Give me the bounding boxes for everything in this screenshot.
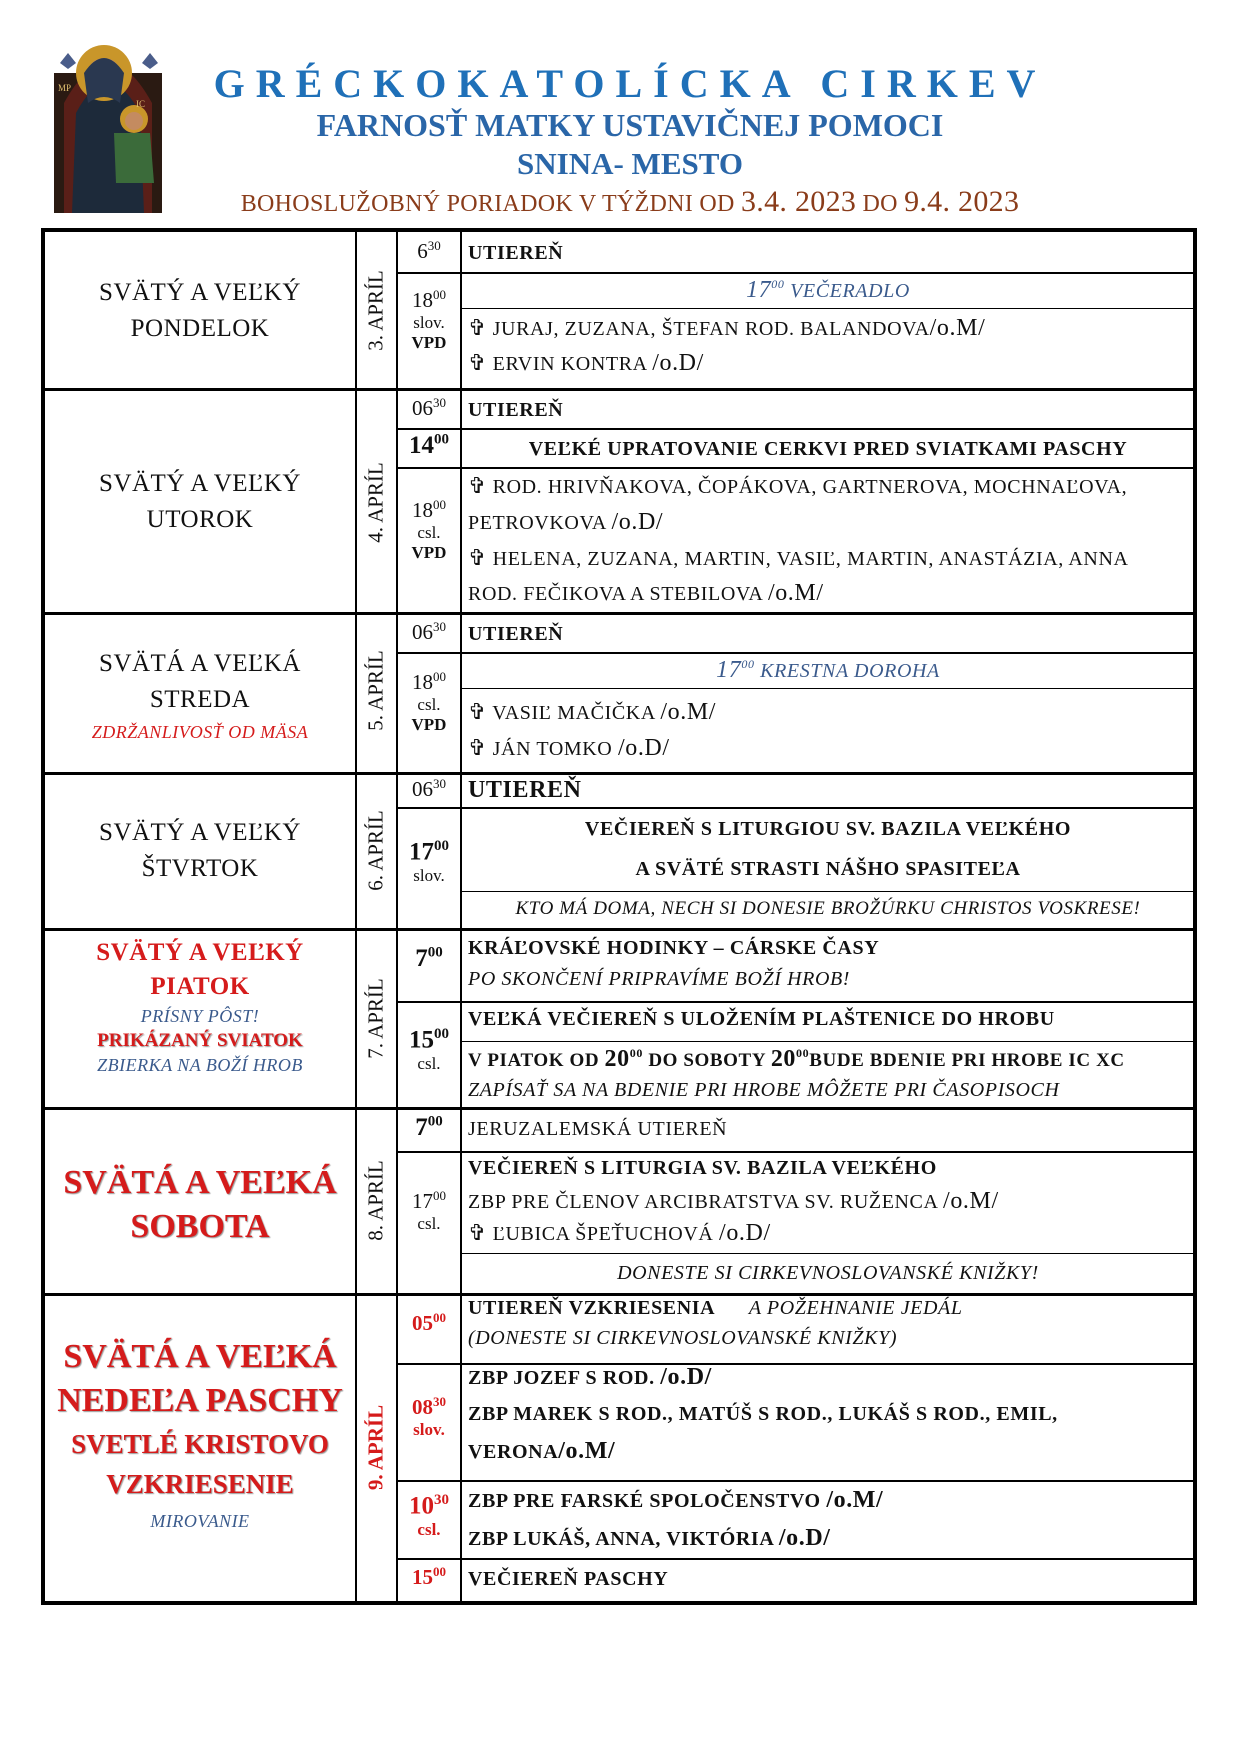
time-cell: $15^{00}$ csl. (409, 1026, 449, 1074)
day-date: 3. APRÍL (363, 270, 388, 351)
service-text: UTIEREŇ (468, 399, 564, 421)
time-cell: $06^{30}$ (412, 619, 446, 644)
service-text: UTIEREŇ VZKRIESENIA A POŽEHNANIE JEDÁL (468, 1297, 963, 1319)
intention: ✞ ERVIN KONTRA /o.D/ (468, 350, 704, 376)
intention: ✞ HELENA, ZUZANA, MARTIN, VASIĽ, MARTIN, ANASTÁZIA, ANNA (468, 545, 1129, 570)
service-note: PO SKONČENÍ PRIPRAVÍME BOŽÍ HROB! (468, 968, 851, 990)
divider (396, 1001, 1195, 1003)
divider (460, 230, 462, 1603)
time-cell: $06^{30}$ (412, 776, 446, 801)
intention: ✞ ĽUBICA ŠPEŤUCHOVÁ /o.D/ (468, 1220, 771, 1246)
intention: PETROVKOVA /o.D/ (468, 509, 664, 535)
service-note: KTO MÁ DOMA, NECH SI DONESIE BROŽÚRKU CHRISTOS VOSKRESE! (515, 898, 1141, 919)
divider (43, 928, 1195, 931)
day-date: 8. APRÍL (363, 1160, 388, 1241)
cross-icon: ✞ (468, 545, 488, 570)
service-text: VEČIEREŇ S LITURGIA SV. BAZILA VEĽKÉHO (468, 1157, 937, 1179)
parish-title: FARNOSŤ MATKY USTAVIČNEJ POMOCI (316, 107, 944, 143)
intention: ZBP PRE ČLENOV ARCIBRATSTVA SV. RUŽENCA /o.M/ (468, 1188, 999, 1214)
event-text: $17^{00}$ VEČERADLO (746, 277, 910, 303)
divider (355, 230, 357, 1603)
day-name: SVÄTÁ A VEĽKÁ SOBOTA (63, 1164, 337, 1246)
divider (43, 612, 1195, 615)
intention: ✞ JÁN TOMKO /o.D/ (468, 735, 670, 761)
day-name: SVÄTÝ A VEĽKÝ ŠTVRTOK (99, 819, 301, 883)
day-name: SVÄTÁ A VEĽKÁ NEDEĽA PASCHY SVETLÉ KRISTOVO VZKRIESENIE MIROVANIE (57, 1338, 343, 1531)
divider (460, 1253, 1195, 1254)
day-name: SVÄTÝ A VEĽKÝ PONDELOK (99, 279, 301, 343)
divider (396, 428, 1195, 430)
service-text: VEĽKÁ VEČIEREŇ S ULOŽENÍM PLAŠTENICE DO HROBU (468, 1008, 1055, 1030)
day-date: 9. APRÍL (363, 1404, 388, 1491)
service-text: UTIEREŇ (468, 623, 564, 645)
cross-icon: ✞ (468, 350, 488, 375)
time-cell: $05^{00}$ (412, 1310, 446, 1335)
intention: ✞ VASIĽ MAČIČKA /o.M/ (468, 699, 717, 725)
divider (396, 807, 1195, 809)
time-cell: $14^{00}$ (409, 432, 449, 460)
divider (396, 1558, 1195, 1560)
service-text: JERUZALEMSKÁ UTIEREŇ (468, 1118, 728, 1140)
service-note: DONESTE SI CIRKEVNOSLOVANSKÉ KNIŽKY! (617, 1262, 1039, 1284)
divider (460, 1041, 1195, 1042)
day-name: SVÄTÁ A VEĽKÁ STREDA ZDRŽANLIVOSŤ OD MÄSA (91, 650, 309, 742)
divider (43, 772, 1195, 775)
time-cell: $7^{00}$ (415, 945, 443, 973)
time-cell: $06^{30}$ (412, 395, 446, 420)
divider (460, 308, 1195, 309)
time-cell: $18^{00}$ csl. VPD (411, 669, 447, 734)
service-note: ZAPÍSAŤ SA NA BDENIE PRI HROBE MÔŽETE PRI ČASOPISOCH (468, 1079, 1060, 1101)
service-text: KRÁĽOVSKÉ HODINKY – CÁRSKE ČASY (468, 937, 880, 959)
day-date: 7. APRÍL (363, 978, 388, 1059)
cross-icon: ✞ (468, 1220, 488, 1245)
time-cell: $10^{30}$ csl. (409, 1492, 449, 1540)
divider (396, 652, 1195, 654)
cross-icon: ✞ (468, 315, 488, 340)
service-note: (DONESTE SI CIRKEVNOSLOVANSKÉ KNIŽKY) (468, 1327, 898, 1349)
svg-text:IC: IC (136, 99, 145, 109)
time-cell: $7^{00}$ (415, 1114, 443, 1142)
time-cell: $17^{00}$ csl. (412, 1188, 446, 1233)
time-cell: $6^{30}$ (417, 238, 441, 263)
intention: ✞ ROD. HRIVŇAKOVA, ČOPÁKOVA, GARTNEROVA, MOCHNAĽOVA, (468, 473, 1128, 498)
time-cell: $15^{00}$ (412, 1564, 446, 1589)
time-cell: $18^{00}$ slov. VPD (411, 287, 447, 352)
day-name: SVÄTÝ A VEĽKÝ PIATOK PRÍSNY PÔST! PRIKÁZANÝ SVIATOK ZBIERKA NA BOŽÍ HROB (96, 939, 304, 1076)
cross-icon: ✞ (468, 735, 488, 760)
divider (43, 1107, 1195, 1110)
day-date: 4. APRÍL (363, 462, 388, 543)
day-date: 6. APRÍL (363, 810, 388, 891)
divider (396, 1480, 1195, 1482)
day-date: 5. APRÍL (363, 650, 388, 731)
service-text: V PIATOK OD $20^{00}$ DO SOBOTY $20^{00}BUDE$ BDENIE PRI HROBE IC XC (468, 1046, 1125, 1072)
intention: VERONA/o.M/ (468, 1438, 616, 1464)
intention: ✞ JURAJ, ZUZANA, ŠTEFAN ROD. BALANDOVA/o.M/ (468, 315, 986, 341)
day-name: SVÄTÝ A VEĽKÝ UTOROK (99, 470, 301, 534)
divider (43, 1293, 1195, 1296)
intention: ZBP PRE FARSKÉ SPOLOČENSTVO /o.M/ (468, 1487, 884, 1513)
svg-text:MP: MP (58, 83, 72, 93)
intention: ZBP JOZEF S ROD. /o.D/ (468, 1364, 712, 1390)
service-text: UTIEREŇ (468, 242, 564, 264)
service-text: VEČIEREŇ PASCHY (468, 1568, 669, 1590)
intention: ZBP MAREK S ROD., MATÚŠ S ROD., LUKÁŠ S ROD., EMIL, (468, 1403, 1058, 1425)
service-text: VEČIEREŇ S LITURGIOU SV. BAZILA VEĽKÉHO (584, 818, 1072, 840)
service-text: VEĽKÉ UPRATOVANIE CERKVI PRED SVIATKAMI PASCHY (528, 438, 1128, 460)
time-cell: $18^{00}$ csl. VPD (411, 497, 447, 562)
time-cell: $08^{30}$ slov. (412, 1394, 446, 1439)
icon-matky-ustavicnej-pomoci (54, 33, 162, 213)
divider (396, 272, 1195, 274)
time-cell: $17^{00}$ slov. (409, 838, 449, 886)
divider (396, 1151, 1195, 1153)
church-title: GRÉCKOKATOLÍCKA CIRKEV (213, 61, 1047, 106)
divider (460, 891, 1195, 892)
event-text: $17^{00}$ KRESTNA DOROHA (716, 657, 940, 683)
intention: ROD. FEČIKOVA A STEBILOVA /o.M/ (468, 580, 824, 606)
service-text: A SVÄTÉ STRASTI NÁŠHO SPASITEĽA (635, 858, 1021, 880)
intention: ZBP LUKÁŠ, ANNA, VIKTÓRIA /o.D/ (468, 1525, 831, 1551)
cross-icon: ✞ (468, 699, 488, 724)
divider (396, 467, 1195, 469)
cross-icon: ✞ (468, 473, 488, 498)
schedule-subtitle: BOHOSLUŽOBNÝ PORIADOK V TÝŽDNI OD 3.4. 2023 DO 9.4. 2023 (240, 185, 1020, 218)
divider (460, 688, 1195, 689)
town-title: SNINA- MESTO (517, 146, 743, 181)
service-text: UTIEREŇ (468, 777, 582, 803)
divider (43, 388, 1195, 391)
